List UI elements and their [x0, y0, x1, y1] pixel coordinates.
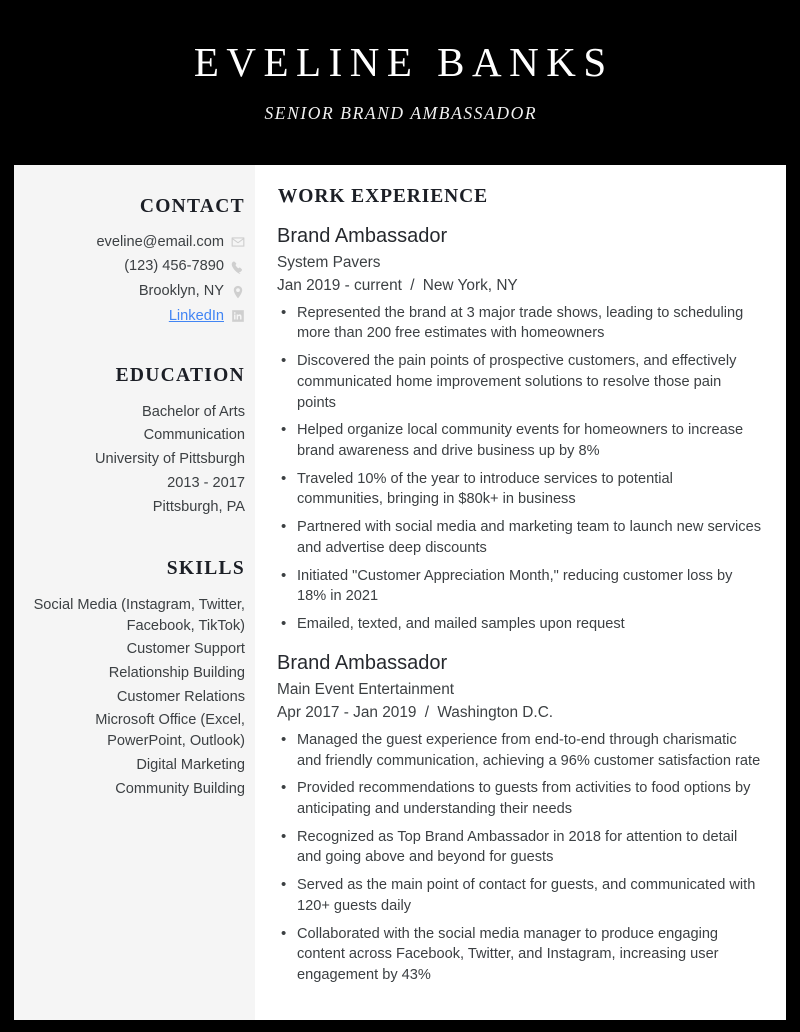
education-location: Pittsburgh, PA [152, 498, 245, 515]
list-item: • Collaborated with the social media manager to produce engaging content across Facebook, Twitter, and Instagram, increasing user engagement by 43% [277, 924, 761, 986]
job-dates: Apr 2017 - Jan 2019 [277, 704, 417, 722]
job-company: System Pavers [277, 253, 381, 271]
skills-list [22, 595, 245, 799]
list-item: Social Media (Instagram, Twitter, Facebook, TikTok) [33, 596, 245, 634]
sidebar [14, 165, 255, 1020]
work-experience-heading: WORK EXPERIENCE [277, 186, 489, 207]
list-item: • Discovered the pain points of prospective customers, and effectively communicated home improvement solutions to resolve those pain points [277, 351, 761, 413]
envelope-icon [231, 235, 245, 249]
linkedin-link[interactable]: LinkedIn [168, 307, 224, 324]
education-school: University of Pittsburgh [94, 451, 245, 468]
list-item: • Served as the main point of contact for guests, and communicated with 120+ guests daily [277, 875, 761, 916]
contact-email-text: eveline@email.com [96, 233, 224, 250]
job-meta [277, 275, 761, 297]
work-experience-section [255, 165, 786, 1020]
education-section [22, 366, 245, 517]
education-field: Communication [143, 427, 245, 444]
list-item: • Traveled 10% of the year to introduce services to potential communities, bringing in $80k+ in business [277, 469, 761, 510]
education-degree: Bachelor of Arts [141, 403, 245, 420]
job-role: Brand Ambassador [277, 651, 448, 674]
education-years: 2013 - 2017 [167, 474, 245, 491]
education-list [22, 402, 245, 518]
list-item: Customer Support [126, 641, 245, 658]
job-location: New York, NY [422, 277, 518, 295]
list-item: • Recognized as Top Brand Ambassador in 2018 for attention to detail and going above and beyond for guests [277, 827, 761, 868]
job-company: Main Event Entertainment [277, 680, 455, 698]
list-item: Digital Marketing [136, 756, 245, 773]
job-dates: Jan 2019 - current [277, 277, 402, 295]
contact-item-location [22, 282, 245, 302]
contact-item-linkedin[interactable] [22, 307, 245, 327]
contact-section [22, 197, 245, 326]
job-role: Brand Ambassador [277, 224, 448, 247]
contact-item-phone[interactable] [22, 257, 245, 277]
list-item: • Helped organize local community events for homeowners to increase brand awareness and drive business up by 8% [277, 420, 761, 461]
skills-section [22, 559, 245, 799]
job-meta-separator: / [424, 704, 430, 722]
list-item: • Represented the brand at 3 major trade shows, leading to scheduling more than 200 free estimates with homeowners [277, 303, 761, 344]
education-heading: EDUCATION [115, 365, 245, 387]
contact-item-email[interactable] [22, 233, 245, 253]
list-item: Microsoft Office (Excel, PowerPoint, Outlook) [95, 712, 245, 750]
job-meta-separator: / [410, 277, 415, 295]
job-bullet-list [277, 730, 761, 986]
job-bullet-list [277, 303, 761, 635]
resume-header [0, 0, 800, 165]
page-title: EVELINE BANKS [193, 39, 614, 86]
header-subtitle: SENIOR BRAND AMBASSADOR [264, 103, 538, 124]
map-pin-icon [231, 285, 245, 299]
list-item: • Initiated "Customer Appreciation Month," reducing customer loss by 18% in 2021 [277, 566, 761, 607]
list-item: • Managed the guest experience from end-to-end through charismatic and friendly communication, achieving a 96% customer satisfaction rate [277, 730, 761, 771]
resume-body [14, 165, 786, 1020]
job-location: Washington D.C. [437, 704, 554, 722]
list-item: • Partnered with social media and marketing team to launch new services and advertise deep discounts [277, 517, 761, 558]
job-entry [277, 651, 761, 986]
phone-icon [231, 260, 245, 274]
contact-list [22, 233, 245, 327]
job-entry [277, 224, 761, 635]
contact-location-text: Brooklyn, NY [138, 282, 224, 299]
list-item: • Provided recommendations to guests from activities to food options by anticipating and understanding their needs [277, 778, 761, 819]
skills-heading: SKILLS [166, 558, 245, 580]
contact-phone-text: (123) 456-7890 [124, 258, 224, 275]
contact-heading: CONTACT [139, 196, 245, 217]
list-item: • Emailed, texted, and mailed samples upon request [277, 614, 761, 635]
linkedin-icon [231, 309, 245, 323]
job-meta [277, 702, 761, 724]
list-item: Community Building [115, 780, 245, 797]
list-item: Relationship Building [108, 665, 245, 681]
list-item: Customer Relations [116, 688, 245, 705]
